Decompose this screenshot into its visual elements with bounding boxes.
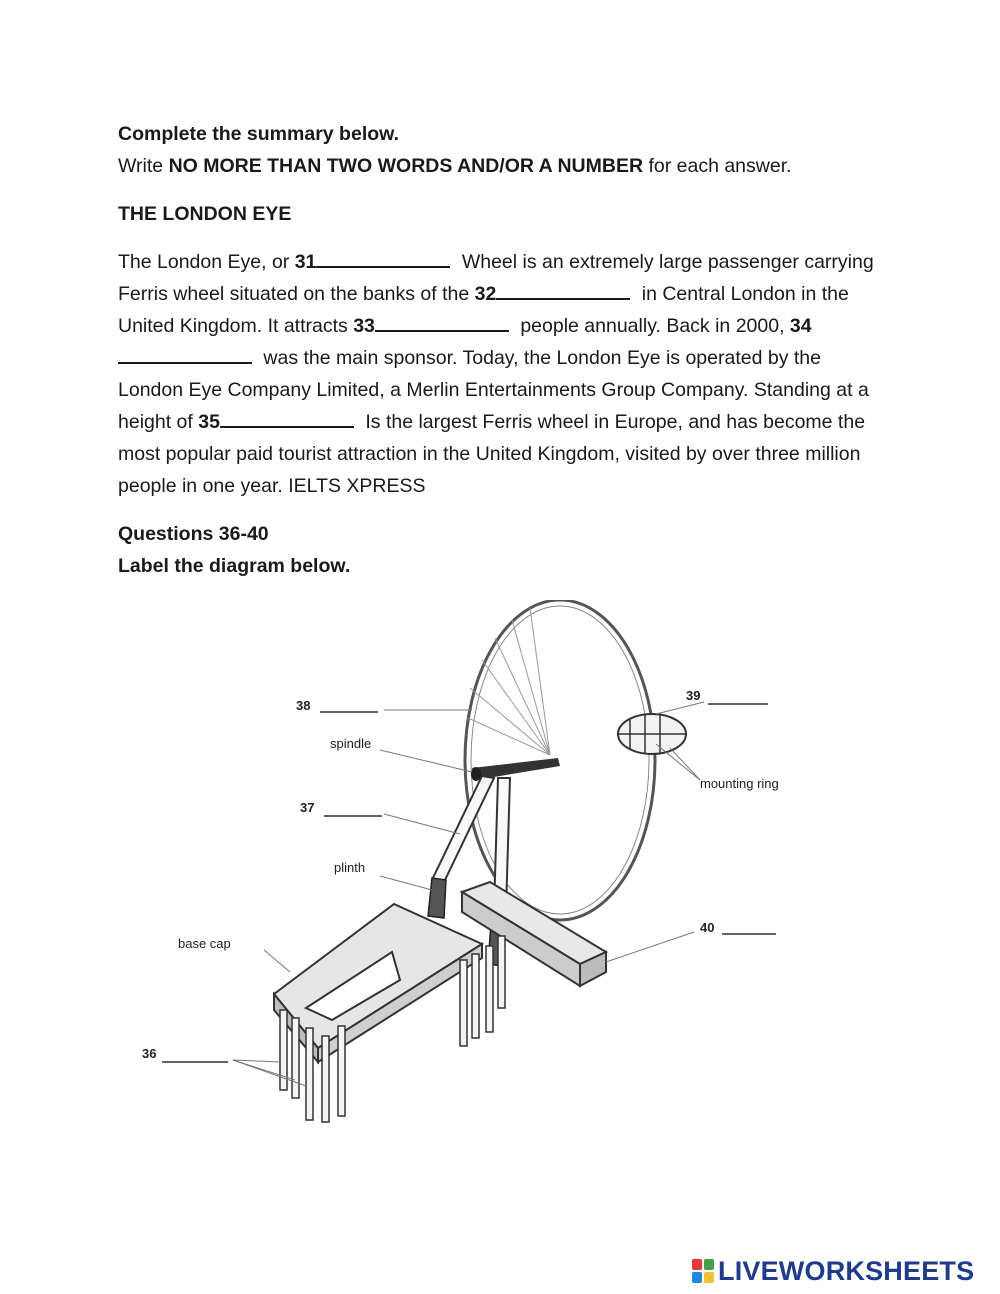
diagram-label-39: 39 xyxy=(686,688,701,703)
wheel-spokes xyxy=(468,608,550,755)
base-cap-part xyxy=(274,904,482,1062)
question-number-35: 35 xyxy=(198,411,220,433)
instruction-line xyxy=(118,150,888,182)
instruction-bold: NO MORE THAN TWO WORDS AND/OR A NUMBER xyxy=(168,155,644,177)
diagram-label-38: 38 xyxy=(296,698,311,713)
diagram-label-spindle: spindle xyxy=(330,736,372,751)
answer-blank-34[interactable] xyxy=(118,342,252,364)
logo-square xyxy=(692,1259,702,1270)
capsule xyxy=(618,714,686,754)
instruction-suffix: for each answer. xyxy=(643,155,792,177)
logo-icon xyxy=(692,1259,714,1283)
diagram-label-base-cap: base cap xyxy=(178,936,231,951)
diagram-label-37: 37 xyxy=(300,800,315,815)
diagram-label-40: 40 xyxy=(700,920,715,935)
logo-square xyxy=(704,1272,714,1283)
answer-blank-32[interactable] xyxy=(496,278,630,300)
question-number-32: 32 xyxy=(474,283,497,305)
logo-square xyxy=(704,1259,714,1270)
worksheet-body xyxy=(118,118,888,582)
question-number-31: 31 xyxy=(294,251,317,273)
question-number-33: 33 xyxy=(353,315,375,337)
summary-text: Wheel is an extremely large passenger carrying Ferris wheel situated on the banks of the xyxy=(118,251,874,305)
questions-heading: Questions 36-40 xyxy=(118,523,269,545)
instruction-title: Complete the summary below. xyxy=(118,123,400,145)
diagram-label-plinth: plinth xyxy=(334,860,366,875)
section-title: THE LONDON EYE xyxy=(118,203,292,225)
summary-text: The London Eye, or xyxy=(118,251,295,273)
label-blank-lines xyxy=(162,704,776,1062)
question-number-34: 34 xyxy=(789,315,812,337)
summary-paragraph xyxy=(118,246,888,502)
summary-text: people annually. Back in 2000, xyxy=(514,315,790,337)
answer-blank-31[interactable] xyxy=(316,246,450,268)
logo-text: LIVEWORKSHEETS xyxy=(718,1255,975,1286)
diagram-label-mounting-ring: mounting ring xyxy=(700,776,779,791)
diagram-label-36: 36 xyxy=(142,1046,157,1061)
london-eye-diagram xyxy=(130,600,830,1140)
summary-text: was the main sponsor. Today, the London Eye is operated by the London Eye Company Limited, a Merlin Entertainments Group Company. Standing at a height of xyxy=(118,347,869,433)
summary-text: in Central London in the United Kingdom. It attracts xyxy=(118,283,849,337)
summary-text: Is the largest Ferris wheel in Europe, and has become the most popular paid tourist attraction in the United Kingdom, visited by over three million people in one year. IELTS XPRESS xyxy=(118,411,866,497)
rear-base-plate xyxy=(462,882,606,986)
questions-subheading: Label the diagram below. xyxy=(118,555,351,577)
wheel-rim xyxy=(465,600,655,920)
liveworksheets-logo[interactable] xyxy=(692,1256,974,1286)
answer-blank-33[interactable] xyxy=(375,310,509,332)
answer-blank-35[interactable] xyxy=(220,406,354,428)
logo-square xyxy=(692,1272,702,1283)
instruction-prefix: Write xyxy=(118,155,169,177)
